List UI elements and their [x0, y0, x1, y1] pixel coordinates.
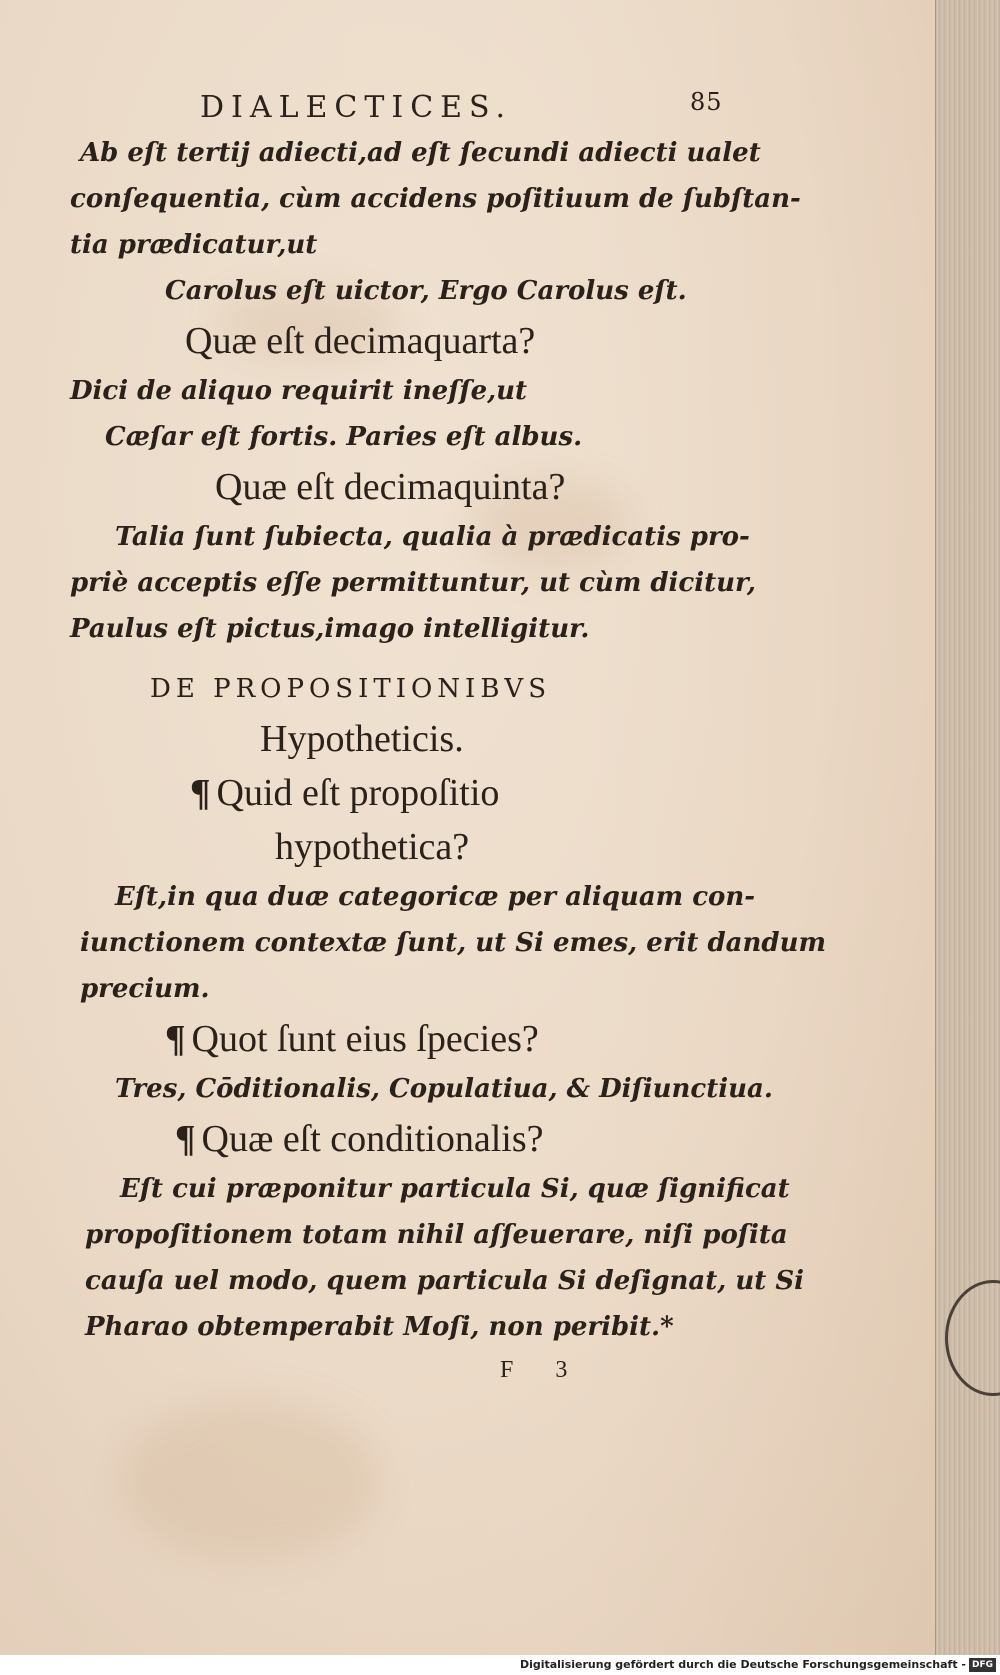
text-line: [115, 874, 756, 920]
text-line: [80, 920, 826, 966]
line-text: priè acceptis eſſe permittuntur, ut cùm dicitur,: [70, 568, 756, 598]
line-text: DE PROPOSITIONIBVS: [150, 674, 552, 704]
signature-mark: F 3: [500, 1357, 586, 1383]
line-text: Quid eſt propoſitio: [216, 772, 500, 814]
line-text: Cæſar eſt fortis. Paries eſt albus.: [105, 422, 583, 452]
pilcrow-icon: ¶: [190, 772, 211, 814]
line-text: cauſa uel modo, quem particula Si deſignat, ut Si: [85, 1266, 804, 1296]
text-line: [70, 606, 730, 652]
line-text: Eſt cui præponitur particula Si, quæ ſignificat: [120, 1174, 790, 1204]
page-stack-edge: [935, 0, 1000, 1655]
text-line: [115, 1066, 773, 1112]
line-text: Quæ eſt conditionalis?: [201, 1118, 544, 1160]
section-heading: [150, 666, 730, 712]
line-text: Dici de aliquo requirit ineſſe,ut: [70, 376, 528, 406]
line-text: Paulus eſt pictus,imago intelligitur.: [70, 614, 590, 644]
text-line: [70, 560, 756, 606]
text-line: [115, 514, 750, 560]
text-line: [120, 1166, 790, 1212]
line-text: Ab eſt tertij adiecti,ad eſt ſecundi adiecti ualet: [80, 138, 761, 168]
line-text: conſequentia, cùm accidens poſitiuum de ſubſtan-: [70, 184, 801, 214]
footer-credit: [0, 1655, 1000, 1675]
footer-credit-text: Digitalisierung gefördert durch die Deutsche Forschungsgemeinschaft -: [519, 1658, 966, 1671]
text-line: [165, 268, 730, 314]
line-text: Talia ſunt ſubiecta, qualia à prædicatis pro-: [115, 522, 750, 552]
running-head-title: DIALECTICES.: [200, 90, 513, 125]
line-text: hypothetica?: [275, 826, 470, 868]
line-text: Quæ eſt decimaquinta?: [215, 466, 566, 508]
body-text: [70, 130, 826, 1350]
line-text: Quot ſunt eius ſpecies?: [191, 1018, 539, 1060]
question-heading: [185, 314, 730, 368]
line-text: Quæ eſt decimaquarta?: [185, 320, 536, 362]
page-number: 85: [690, 88, 723, 116]
text-line: [80, 966, 730, 1012]
text-line: [80, 130, 761, 176]
line-text: Tres, Cōditionalis, Copulatiua, & Diſiunctiua.: [115, 1074, 773, 1104]
question-heading: [260, 712, 730, 766]
paper-stain: [120, 1400, 380, 1560]
text-line: [85, 1304, 730, 1350]
question-heading: [275, 820, 730, 874]
text-line: [70, 222, 730, 268]
text-line: [85, 1258, 804, 1304]
question-heading: [215, 460, 730, 514]
line-text: Hypotheticis.: [260, 718, 464, 760]
question-heading: [175, 1112, 730, 1166]
line-text: Carolus eſt uictor, Ergo Carolus eſt.: [165, 276, 687, 306]
text-line: [70, 368, 730, 414]
line-text: tia prædicatur,ut: [70, 230, 318, 260]
text-line: [70, 176, 801, 222]
dfg-logo: DFG: [969, 1658, 996, 1672]
text-line: [105, 414, 730, 460]
question-heading: [165, 1012, 730, 1066]
line-text: propoſitionem totam nihil aſſeuerare, niſi poſita: [85, 1220, 788, 1250]
line-text: Pharao obtemperabit Moſi, non peribit.*: [85, 1312, 674, 1342]
line-text: Eſt,in qua duæ categoricæ per aliquam con-: [115, 882, 756, 912]
pilcrow-icon: ¶: [175, 1118, 196, 1160]
text-block: [70, 80, 826, 1390]
question-heading: [190, 766, 730, 820]
text-line: [85, 1212, 788, 1258]
running-head: [70, 80, 730, 130]
line-text: iunctionem contextæ ſunt, ut Si emes, erit dandum: [80, 928, 826, 958]
pilcrow-icon: ¶: [165, 1018, 186, 1060]
line-text: precium.: [80, 974, 210, 1004]
